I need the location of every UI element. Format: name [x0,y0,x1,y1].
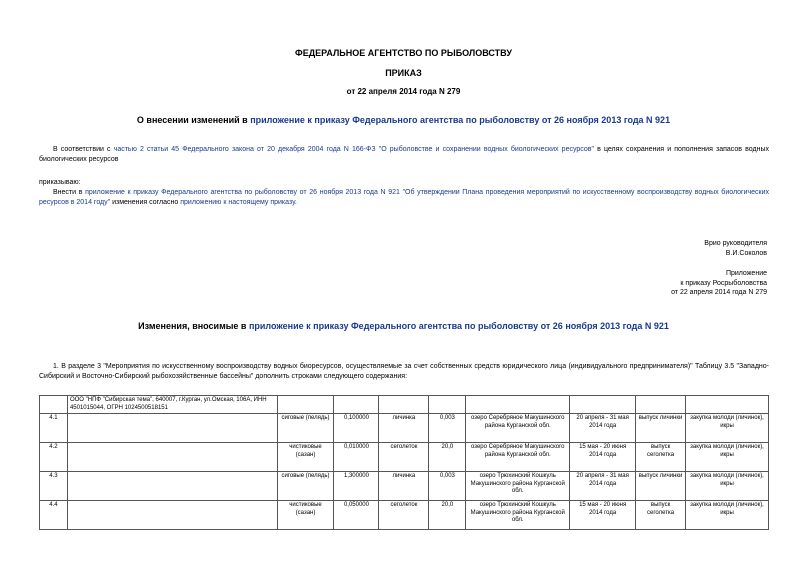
species: чистиковые (сазан) [277,501,334,530]
species: чистиковые (сазан) [277,443,334,472]
order-appendix-link[interactable]: приложение к приказу Федерального агентства по рыболовству от 26 ноября 2013 года N 921 "Об утверждении Плана проведения мероприятий по искусственному воспроизводству водных биологических ресурсов в 2014 году" [39,189,769,206]
table-header-row [40,396,769,414]
order-text-2: изменения согласно [110,199,181,206]
period: 20 апреля - 31 мая 2014 года [570,414,636,443]
item-1: 1. В разделе 3 "Мероприятия по искусственному воспроизводству водных биоресурсов, осуществляемые за счет собственных средств юридического лица (индивидуального предпринимателя)" Таблицу 3.5 "Западно-Сибирский и Восточно-Сибирский рыбохозяйственные бассейны" дополнить строками следующего содержания: [39,363,769,380]
order-text-3: . [294,199,297,206]
quantity: 0,010000 [334,443,379,472]
preamble-text-2: в целях сохранения и пополнения запасов водных биологических ресурсов [39,146,769,163]
release-type: выпуск личинки [636,472,686,501]
weight: 0,003 [429,472,466,501]
preamble [39,145,769,165]
row-number: 4.1 [40,414,68,443]
org-cell: ООО "НПФ "Сибирская тема", 640007, г.Курган, ул.Омская, 106А, ИНН 4501015044, ОГРН 1024500518151 [67,396,277,414]
species-table [39,395,769,530]
quantity: 0,100000 [334,414,379,443]
doc-title-prefix: О внесении изменений в [136,115,251,125]
weight: 20,0 [429,443,466,472]
water-body: озеро Серебряное Макушинского района Курганской обл. [466,443,570,472]
water-body: озеро Трюхинский Кошкуль Макушинского района Курганской обл. [466,472,570,501]
stage: сеголеток [379,501,429,530]
changes-title [0,321,807,331]
signature-name: В.И.Соколов [725,249,767,257]
preamble-text-1: В соответствии с [53,146,114,153]
doc-title-link[interactable]: приложение к приказу Федерального агентства по рыболовству от 26 ноября 2013 года N 921 [250,115,671,125]
appendix-ref [671,269,767,298]
period: 20 апреля - 31 мая 2014 года [570,472,636,501]
row-number: 4.4 [40,501,68,530]
quantity: 0,050000 [334,501,379,530]
water-body: озеро Трюхинский Кошкуль Макушинского района Курганской обл. [466,501,570,530]
period: 15 мая - 20 июня 2014 года [570,501,636,530]
agency-name: ФЕДЕРАЛЬНОЕ АГЕНТСТВО ПО РЫБОЛОВСТВУ [295,48,512,58]
appendix-line-2: к приказу Росрыболовства [680,279,767,287]
stage: личинка [379,472,429,501]
stage: сеголеток [379,443,429,472]
signature-role: Врио руководителя [704,240,767,247]
purchase: закупка молоди (личинок), икры [686,443,769,472]
appendix-line-1: Приложение [725,270,767,277]
signature [704,239,767,258]
table-row [40,414,769,443]
table-row [40,501,769,530]
preamble-law-link[interactable]: частью 2 статьи 45 Федерального закона от 20 декабря 2004 года N 166-ФЗ "О рыболовстве и сохранении водных биологических ресурсов" [113,146,594,153]
quantity: 1,300000 [334,472,379,501]
row-number: 4.3 [40,472,68,501]
species: сиговые (пелядь) [277,472,334,501]
doc-type: ПРИКАЗ [385,68,422,78]
stage: личинка [379,414,429,443]
changes-title-link[interactable]: приложение к приказу Федерального агентства по рыболовству от 26 ноября 2013 года N 921 [248,321,669,331]
doc-title [0,115,807,125]
order-word: приказываю: [39,179,81,186]
order-text-1: Внести в [53,189,86,196]
table-row [40,472,769,501]
row-number: 4.2 [40,443,68,472]
purchase: закупка молоди (личинок), икры [686,414,769,443]
order-annex-link[interactable]: приложению к настоящему приказу [180,199,295,206]
table-row [40,443,769,472]
appendix-line-3: от 22 апреля 2014 года N 279 [671,289,767,296]
purchase: закупка молоди (личинок), икры [686,501,769,530]
weight: 0,003 [429,414,466,443]
release-type: выпуск сеголетка [636,501,686,530]
purchase: закупка молоди (личинок), икры [686,472,769,501]
order-paragraph [39,188,769,208]
release-type: выпуск личинки [636,414,686,443]
weight: 20,0 [429,501,466,530]
water-body: озеро Серебряное Макушинского района Курганской обл. [466,414,570,443]
period: 15 мая - 20 июня 2014 года [570,443,636,472]
table-cell [40,396,68,414]
release-type: выпуск сеголетка [636,443,686,472]
doc-date: от 22 апреля 2014 года N 279 [346,87,461,96]
changes-title-prefix: Изменения, вносимые в [138,321,249,331]
species: сиговые (пелядь) [277,414,334,443]
